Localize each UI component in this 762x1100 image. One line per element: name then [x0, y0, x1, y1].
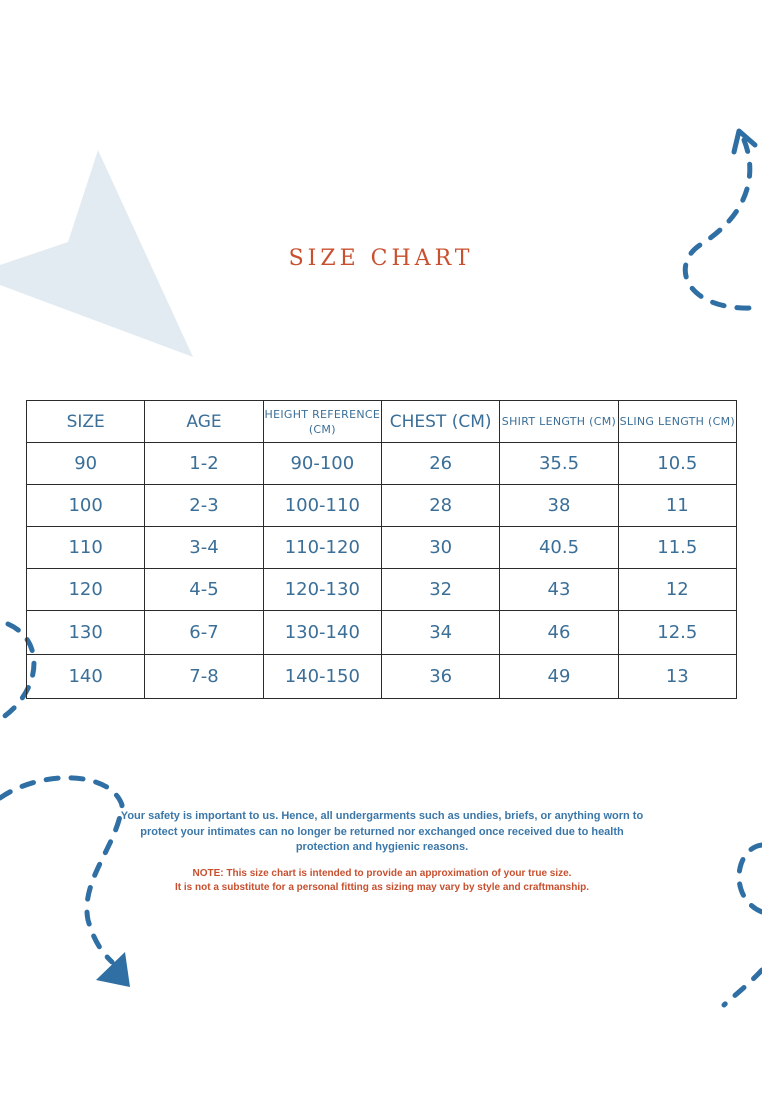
notes-section [120, 809, 644, 896]
size-note-line-1: NOTE: This size chart is intended to provide an approximation of your true size. [192, 867, 572, 879]
table-header-row [27, 401, 737, 443]
arrowhead-bottom-left [96, 952, 130, 987]
header-age: AGE [145, 401, 263, 443]
size-note [120, 867, 644, 896]
cell-height: 100-110 [263, 485, 381, 527]
cell-chest: 34 [381, 611, 499, 655]
cell-sling-length: 12.5 [618, 611, 736, 655]
table-row [27, 527, 737, 569]
dashed-arrow-top-right [685, 140, 752, 308]
cell-size: 90 [27, 443, 145, 485]
table-row [27, 569, 737, 611]
dashed-arrow-bottom-left [0, 778, 122, 962]
dashed-line-bottom-right [724, 970, 762, 1005]
table-row [27, 655, 737, 699]
cell-shirt-length: 40.5 [500, 527, 618, 569]
cell-height: 130-140 [263, 611, 381, 655]
cell-sling-length: 10.5 [618, 443, 736, 485]
cell-chest: 28 [381, 485, 499, 527]
cell-sling-length: 11.5 [618, 527, 736, 569]
cell-age: 4-5 [145, 569, 263, 611]
cell-height: 140-150 [263, 655, 381, 699]
header-sling-length: SLING LENGTH (CM) [618, 401, 736, 443]
cell-age: 1-2 [145, 443, 263, 485]
cell-age: 7-8 [145, 655, 263, 699]
table-row [27, 485, 737, 527]
cell-size: 120 [27, 569, 145, 611]
cell-chest: 26 [381, 443, 499, 485]
cell-chest: 32 [381, 569, 499, 611]
dashed-arc-right [739, 845, 762, 912]
cell-height: 90-100 [263, 443, 381, 485]
cell-age: 6-7 [145, 611, 263, 655]
cell-size: 100 [27, 485, 145, 527]
cell-chest: 36 [381, 655, 499, 699]
cell-shirt-length: 46 [500, 611, 618, 655]
cell-height: 120-130 [263, 569, 381, 611]
header-chest: CHEST (CM) [381, 401, 499, 443]
header-shirt-length: SHIRT LENGTH (CM) [500, 401, 618, 443]
header-height: HEIGHT REFERENCE (CM) [263, 401, 381, 443]
cell-age: 3-4 [145, 527, 263, 569]
cell-chest: 30 [381, 527, 499, 569]
cell-sling-length: 13 [618, 655, 736, 699]
header-size: SIZE [27, 401, 145, 443]
cell-shirt-length: 49 [500, 655, 618, 699]
cell-age: 2-3 [145, 485, 263, 527]
page-title: SIZE CHART [288, 246, 474, 271]
cell-sling-length: 12 [618, 569, 736, 611]
cell-height: 110-120 [263, 527, 381, 569]
cell-shirt-length: 38 [500, 485, 618, 527]
table-row [27, 443, 737, 485]
cell-sling-length: 11 [618, 485, 736, 527]
safety-notice: Your safety is important to us. Hence, all undergarments such as undies, briefs, or anything worn to protect your intimates can no longer be returned nor exchanged once received due to health protection and hygienic reasons. [120, 810, 644, 853]
cell-shirt-length: 35.5 [500, 443, 618, 485]
table-row [27, 611, 737, 655]
cell-size: 140 [27, 655, 145, 699]
cell-size: 130 [27, 611, 145, 655]
size-chart-table [26, 400, 737, 699]
cell-shirt-length: 43 [500, 569, 618, 611]
cell-size: 110 [27, 527, 145, 569]
size-note-line-2: It is not a substitute for a personal fitting as sizing may vary by style and craftmanship. [175, 882, 589, 893]
